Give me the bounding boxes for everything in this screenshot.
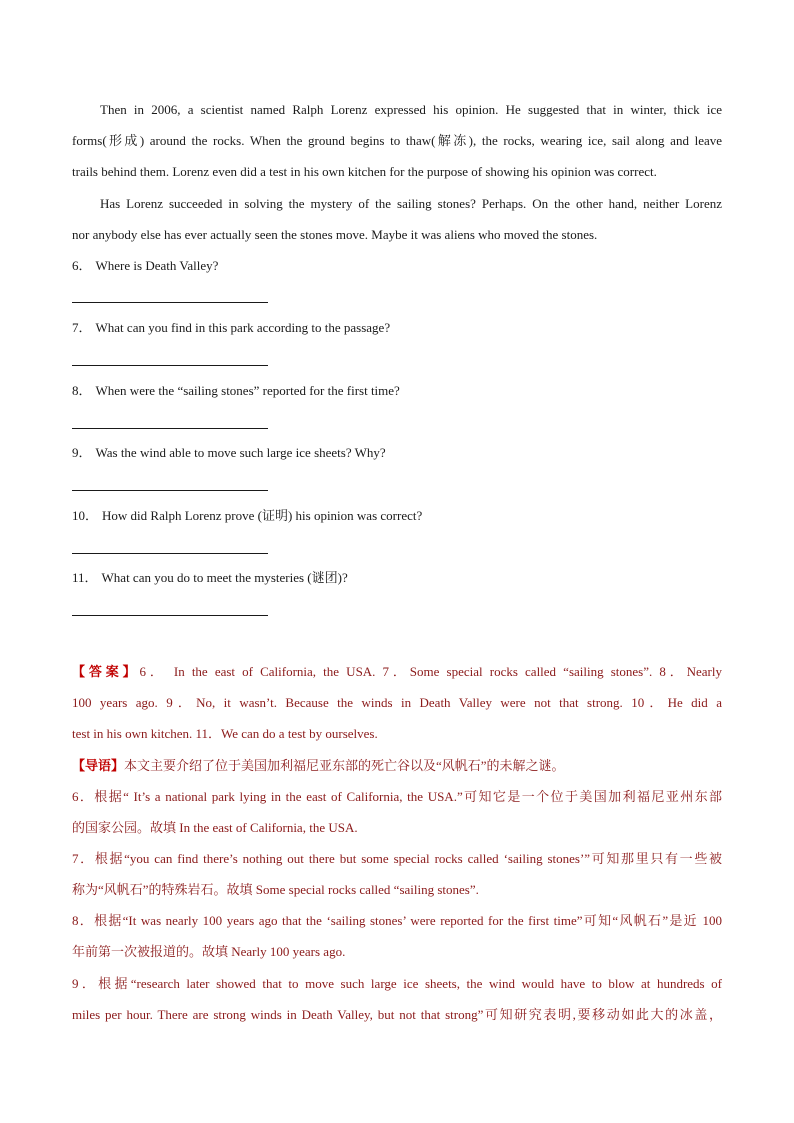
question-number: 8． <box>72 383 92 398</box>
guide-text: 本文主要介绍了位于美国加利福尼亚东部的死亡谷以及“风帆石”的未解之谜。 <box>124 758 565 773</box>
question-text: What can you find in this park according to the passage? <box>95 320 391 335</box>
passage-p1-line1: Then in 2006, a scientist named Ralph Lorenz expressed his opinion. He suggested that in winter, thick ice <box>100 102 722 117</box>
question-number: 11． <box>72 570 98 585</box>
question-9 <box>72 445 722 461</box>
question-text: Where is Death Valley? <box>95 258 219 273</box>
question-text: When were the “sailing stones” reported for the first time? <box>95 383 400 398</box>
question-text: How did Ralph Lorenz prove (证明) his opinion was correct? <box>102 508 423 523</box>
question-11 <box>72 570 722 586</box>
passage-p1-line3: trails behind them. Lorenz even did a test in his own kitchen for the purpose of showing his opinion was correct. <box>72 164 657 179</box>
answer-blank-8[interactable] <box>72 428 268 429</box>
answer-blank-9[interactable] <box>72 490 268 491</box>
question-text: Was the wind able to move such large ice sheets? Why? <box>95 445 386 460</box>
guide-line <box>72 758 722 774</box>
explanation-9-line1: 9．根据“research later showed that to move such large ice sheets, the wind would have to blow at hundreds of <box>72 976 722 991</box>
explanation-8-line2: 年前第一次被报道的。故填 Nearly 100 years ago. <box>72 944 346 959</box>
answer-line-2: 100 years ago. 9．No, it wasn’t. Because the winds in Death Valley were not that strong. 10．He did a <box>72 695 722 710</box>
answer-blank-6[interactable] <box>72 302 268 303</box>
question-6 <box>72 258 722 274</box>
question-10 <box>72 508 722 524</box>
answer-blank-10[interactable] <box>72 553 268 554</box>
explanation-8-line1: 8．根据“It was nearly 100 years ago that the ‘sailing stones’ were reported for the first time”可知“风帆石”是近 100 <box>72 913 722 928</box>
explanation-6-line2: 的国家公园。故填 In the east of California, the USA. <box>72 820 358 835</box>
passage-p2-line1: Has Lorenz succeeded in solving the mystery of the sailing stones? Perhaps. On the other hand, neither Lorenz <box>100 196 722 211</box>
explanation-6-line1: 6．根据“ It’s a national park lying in the east of California, the USA.”可知它是一个位于美国加利福尼亚州东部 <box>72 789 722 804</box>
explanation-7-line1: 7．根据“you can find there’s nothing out there but some special rocks called ‘sailing stones’”可知那里只有一些被 <box>72 851 722 866</box>
guide-label: 【导语】 <box>72 758 125 773</box>
question-number: 6． <box>72 258 92 273</box>
explanation-7-line2: 称为“风帆石”的特殊岩石。故填 Some special rocks called “sailing stones”. <box>72 882 479 897</box>
question-number: 9． <box>72 445 92 460</box>
question-number: 10． <box>72 508 99 523</box>
answer-blank-7[interactable] <box>72 365 268 366</box>
question-number: 7． <box>72 320 92 335</box>
question-text: What can you do to meet the mysteries (谜团)? <box>101 570 348 585</box>
explanation-9-line2: miles per hour. There are strong winds in Death Valley, but not that strong”可知研究表明,要移动如此大的冰盖， <box>72 1007 722 1022</box>
answer-line-3: test in his own kitchen. 11．We can do a test by ourselves. <box>72 726 378 741</box>
answer-blank-11[interactable] <box>72 615 268 616</box>
question-7 <box>72 320 722 336</box>
passage-p1-line2: forms(形成) around the rocks. When the ground begins to thaw(解冻), the rocks, wearing ice, sail along and leave <box>72 133 722 148</box>
answer-line-1 <box>72 664 722 680</box>
question-8 <box>72 383 722 399</box>
answer-text: 6． In the east of California, the USA. 7．Some special rocks called “sailing stones”. 8．Nearly <box>139 664 722 679</box>
passage-p2-line2: nor anybody else has ever actually seen the stones move. Maybe it was aliens who moved the stones. <box>72 227 598 242</box>
answer-label: 【答案】 <box>72 664 140 679</box>
